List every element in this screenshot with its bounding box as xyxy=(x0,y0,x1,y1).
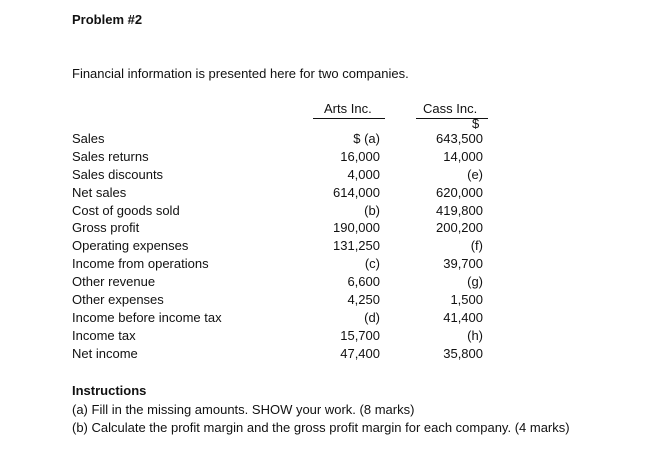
arts-value: (c) xyxy=(364,256,380,272)
cass-value: 419,800 xyxy=(436,202,483,218)
arts-value: (d) xyxy=(364,309,380,325)
arts-value: $ (a) xyxy=(353,131,380,146)
arts-value: 4,000 xyxy=(347,166,380,182)
cass-value: 200,200 xyxy=(436,220,483,236)
financial-table xyxy=(72,131,492,364)
table-row xyxy=(72,220,492,238)
cass-value: 14,000 xyxy=(443,148,483,164)
arts-value: (b) xyxy=(364,202,380,218)
arts-value: 131,250 xyxy=(333,238,380,254)
cass-value: (f) xyxy=(470,238,483,254)
row-label: Operating expenses xyxy=(72,238,189,254)
row-label: Income tax xyxy=(72,327,136,343)
cass-value: 1,500 xyxy=(450,292,483,308)
table-row xyxy=(72,167,492,185)
arts-value: 16,000 xyxy=(340,148,380,164)
row-label: Other expenses xyxy=(72,292,164,308)
arts-value: 15,700 xyxy=(340,327,380,343)
row-label: Other revenue xyxy=(72,274,156,290)
table-row xyxy=(72,310,492,328)
cass-value: 620,000 xyxy=(436,184,483,200)
instruction-a: (a) Fill in the missing amounts. SHOW your work. (8 marks) xyxy=(72,402,415,417)
column-header-arts: Arts Inc. xyxy=(324,101,372,116)
row-label: Sales discounts xyxy=(72,166,164,182)
column-underline-arts xyxy=(313,118,385,119)
cass-value: 41,400 xyxy=(443,309,483,325)
instruction-b: (b) Calculate the profit margin and the gross profit margin for each company. (4 marks) xyxy=(72,420,570,435)
cass-value: 35,800 xyxy=(443,345,483,361)
arts-value: 4,250 xyxy=(347,292,380,308)
arts-value: 190,000 xyxy=(333,220,380,236)
table-row xyxy=(72,346,492,364)
row-label: Income from operations xyxy=(72,256,209,272)
row-label: Sales returns xyxy=(72,148,149,164)
table-row xyxy=(72,328,492,346)
arts-value: 6,600 xyxy=(347,274,380,290)
table-row xyxy=(72,149,492,167)
table-row xyxy=(72,292,492,310)
row-label: Income before income tax xyxy=(72,309,222,325)
intro-text: Financial information is presented here for two companies. xyxy=(72,66,409,81)
cass-value: (e) xyxy=(467,166,483,182)
row-label: Cost of goods sold xyxy=(72,202,180,218)
cass-value: (g) xyxy=(467,274,483,290)
table-row xyxy=(72,274,492,292)
table-row xyxy=(72,203,492,221)
cass-value: 39,700 xyxy=(443,256,483,272)
cass-value: 643,500 xyxy=(436,131,483,146)
row-label: Sales xyxy=(72,131,105,146)
currency-symbol-cass: $ xyxy=(472,116,480,131)
instructions-heading: Instructions xyxy=(72,383,147,398)
problem-title: Problem #2 xyxy=(72,12,143,27)
row-label: Net income xyxy=(72,345,138,361)
row-label: Gross profit xyxy=(72,220,140,236)
table-row xyxy=(72,131,492,149)
cass-value: (h) xyxy=(467,327,483,343)
table-row xyxy=(72,238,492,256)
table-row xyxy=(72,185,492,203)
row-label: Net sales xyxy=(72,184,127,200)
arts-value: 47,400 xyxy=(340,345,380,361)
table-row xyxy=(72,256,492,274)
column-header-cass: Cass Inc. xyxy=(423,101,478,116)
arts-value: 614,000 xyxy=(333,184,380,200)
